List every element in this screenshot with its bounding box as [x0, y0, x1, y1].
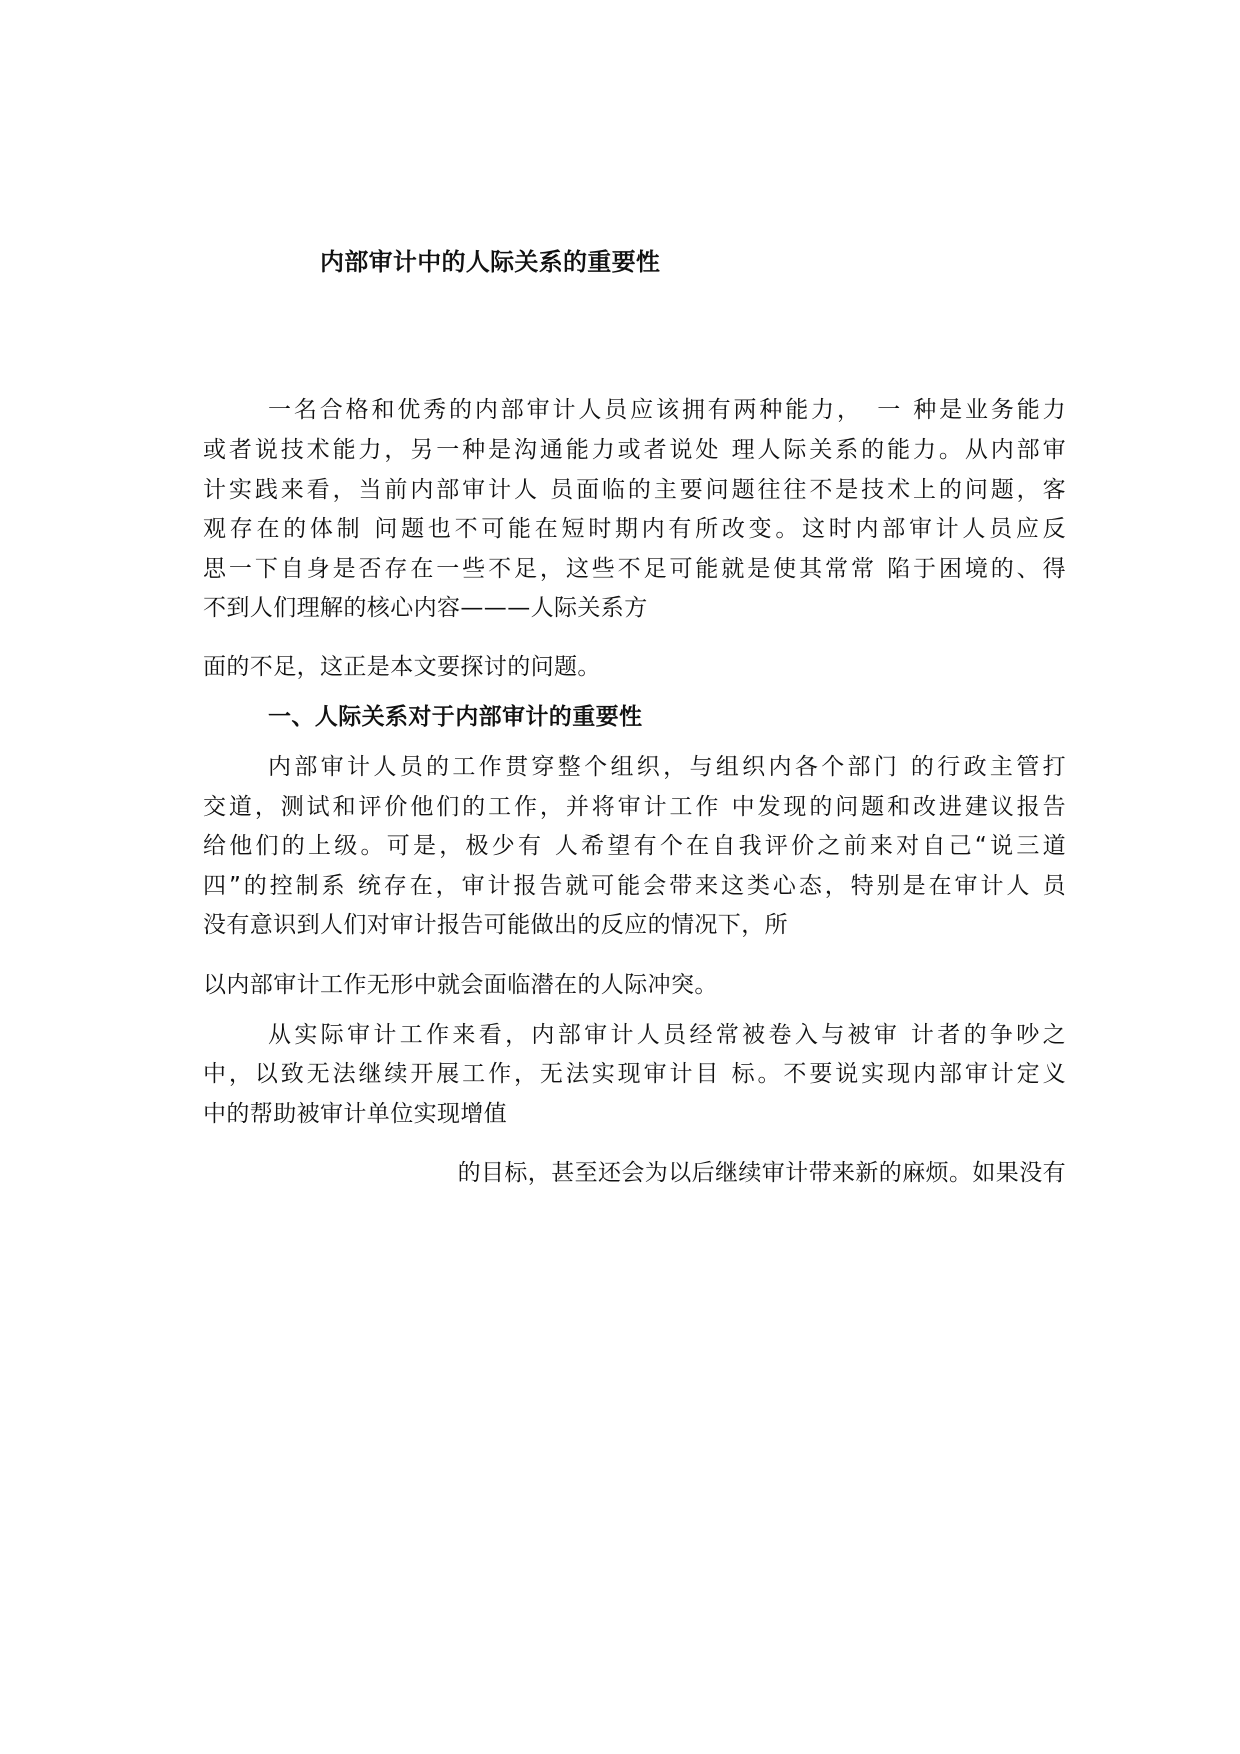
paragraph-2-line-2: 交道，测试和评价他们的工作，并将审计工作 中发现的问题和改进建议报告 [203, 794, 1066, 820]
paragraph-1-line-6: 不到人们理解的核心内容———人际关系方 [203, 595, 648, 621]
section-1-heading: 一、人际关系对于内部审计的重要性 [268, 704, 643, 730]
paragraph-1-line-3: 计实践来看，当前内部审计人 员面临的主要问题往往不是技术上的问题，客 [203, 477, 1066, 503]
paragraph-1-line-4: 观存在的体制 问题也不可能在短时期内有所改变。这时内部审计人员应反 [203, 516, 1066, 542]
paragraph-1-line-7: 面的不足，这正是本文要探讨的问题。 [203, 654, 601, 680]
paragraph-3-line-1: 从实际审计工作来看，内部审计人员经常被卷入与被审 计者的争吵之 [268, 1022, 1066, 1048]
paragraph-1-line-1: 一名合格和优秀的内部审计人员应该拥有两种能力， 一 种是业务能力 [268, 397, 1066, 423]
paragraph-2-line-5: 没有意识到人们对审计报告可能做出的反应的情况下，所 [203, 912, 788, 938]
paragraph-2-line-6: 以内部审计工作无形中就会面临潜在的人际冲突。 [203, 972, 718, 998]
paragraph-2-line-3: 给他们的上级。可是，极少有 人希望有个在自我评价之前来对自己“说三道 [203, 833, 1066, 859]
paragraph-3-line-2: 中，以致无法继续开展工作，无法实现审计目 标。不要说实现内部审计定义 [203, 1061, 1066, 1087]
paragraph-2-line-4: 四”的控制系 统存在，审计报告就可能会带来这类心态，特别是在审计人 员 [203, 873, 1066, 899]
paragraph-1-line-2: 或者说技术能力，另一种是沟通能力或者说处 理人际关系的能力。从内部审 [203, 437, 1066, 463]
paragraph-2-line-1: 内部审计人员的工作贯穿整个组织，与组织内各个部门 的行政主管打 [268, 754, 1066, 780]
paragraph-1-line-5: 思一下自身是否存在一些不足，这些不足可能就是使其常常 陷于困境的、得 [203, 556, 1066, 582]
paragraph-3-line-3: 中的帮助被审计单位实现增值 [203, 1101, 508, 1127]
document-title: 内部审计中的人际关系的重要性 [320, 248, 661, 276]
paragraph-3-line-4: 的目标，甚至还会为以后继续审计带来新的麻烦。如果没有 [457, 1160, 1066, 1186]
